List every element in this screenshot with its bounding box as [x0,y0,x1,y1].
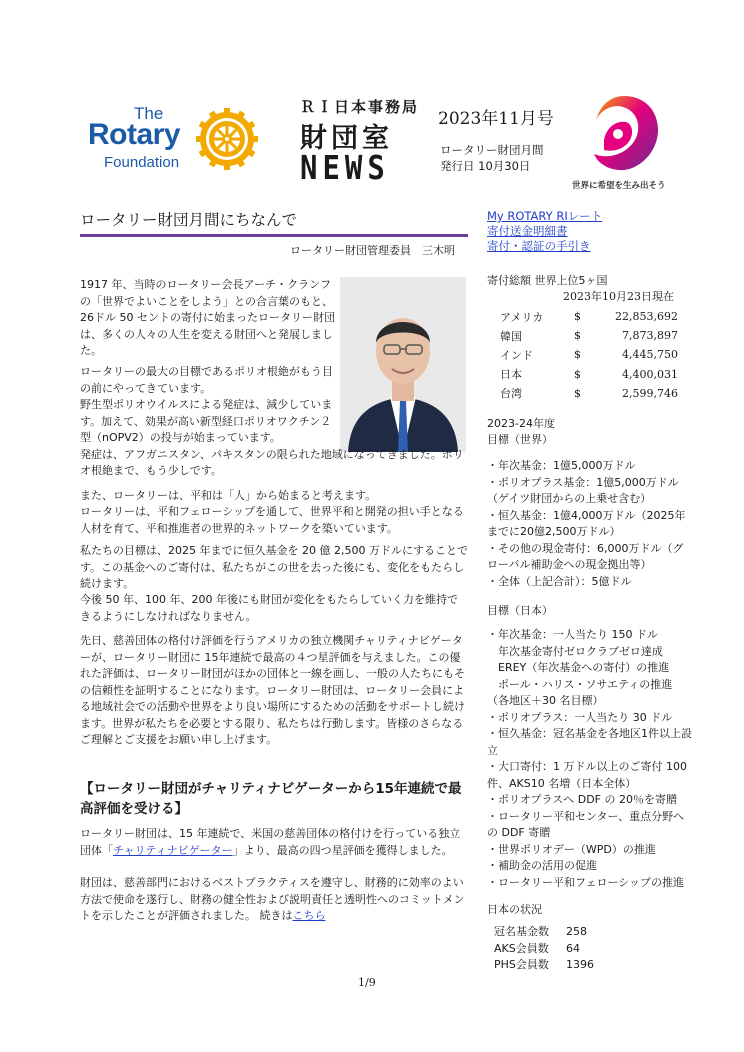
list-item: ・その他の現金寄付：6,000万ドル（グローバル補助金への現金拠出等） [487,541,684,571]
list-item: ・ポリオプラス基金：1億5,000万ドル（ゲイツ財団からの上乗せ含む） [487,475,679,505]
list-item: EREY（年次基金への寄付）の推進 [487,661,670,674]
article-paragraph-1: 1917 年、当時のロータリー会長アーチ・クランフの「世界でよいことをしよう」との合言葉のもと、26ドル 50 セントの寄付に始まったロータリー財団は、多くの人々の人生を変える財団へと発展しました。 [80,278,335,357]
table-row [500,307,678,326]
currency-cell: $ [574,310,581,324]
remittance-statement-link[interactable]: 寄付送金明細書 [487,224,568,238]
article-title: ロータリー財団月間にちなんで [80,208,468,237]
month-label: ロータリー財団月間 [440,143,544,157]
donations-title: 寄付総額 世界上位5ヶ国 [487,274,608,287]
japan-status-heading: 日本の状況 [487,903,542,916]
article-paragraph-5: ロータリーは、平和フェローシップを通して、世界平和と開発の担い手となる人材を育て、平和推進者の世界的ネットワークを築いています。 [80,505,464,535]
rotary-wheel-icon [196,108,258,170]
table-row [500,384,678,403]
article-paragraph-2: ロータリーの最大の目標であるポリオ根絶がもう目の前にやってきています。 [80,365,333,395]
news2-paragraph-2 [80,875,468,925]
status-label: PHS会員数 [494,958,549,971]
amount-cell: 7,873,897 [622,329,678,343]
amount-cell: 4,400,031 [622,367,678,381]
table-row [494,941,594,958]
article-paragraph-3-part-b: 発症は、アフガニスタン、パキスタンの限られた地域になってきました。ポリオ根絶まで、もう少しです。 [80,447,464,477]
country-cell: 韓国 [500,329,522,343]
news-title: NEWS [300,148,390,188]
goals-japan-heading: 目標（日本） [487,604,553,617]
table-row [500,345,678,364]
foundation-room-title: 財団室 [300,123,393,154]
article-paragraph-8: 先日、慈善団体の格付け評価を行うアメリカの独立機関チャリティナビゲーターが、ロータリー財団に 15年連続で最高の４つ星評価を与えました。この優れた評価は、ロータリー財団がほかの団体と一線を画し、一般の人たちにもその信頼性を証明することになります。ロータリー財団は、ロータリー会員による地域社会での活動や世界をより良い場所にするための活動をサポートし続けます。世界が私たちを必要とする限り、私たちは行動します。皆様のさらなるご理解とご支援をお願い申し上げます。 [80,634,465,746]
article-paragraph-6: 私たちの目標は、2025 年までに恒久基金を 20 億 2,500 万ドルにすることです。この基金へのご寄付は、私たちがこの世を去った後にも、変化をもたらし続けます。 [80,544,468,590]
list-item: ・恒久基金：1億4,000万ドル（2025年までに20億2,500万ドル） [487,508,686,538]
status-value: 64 [566,941,580,955]
currency-cell: $ [574,367,581,381]
logo-rotary-text: Rotary [88,118,181,151]
japan-status-table [494,924,594,974]
list-item: ・世界ポリオデー（WPD）の推進 [487,842,656,856]
list-item: ・大口寄付：1 万ドル以上のご寄付 100 件、AKS10 名増（日本全体） [487,760,687,790]
logo-foundation-text: Foundation [104,154,180,171]
goals-japan-list [487,627,692,891]
table-row [500,326,678,345]
donation-guide-link[interactable]: 寄付・認証の手引き [487,239,591,253]
hope-logo-icon [588,94,660,172]
country-cell: インド [500,348,533,362]
news2-p1-after: 」より、最高の四つ星評価を獲得しました。 [232,843,453,857]
status-label: AKS会員数 [494,941,549,955]
article-paragraph-3 [80,397,468,480]
list-item: ・全体（上記合計）：5億ドル [487,574,632,588]
list-item: ・年次基金：一人当たり 150 ドル [487,628,658,641]
article-paragraph-3-part-a: 野生型ポリオウイルスによる発症は、減少しています。加えて、効果が高い新型経口ポリオワクチン２型（nOPV2）の投与が始まっています。 [80,398,333,444]
country-cell: 日本 [500,368,522,382]
goals-world-list [487,458,692,590]
list-item: ・ポリオプラスへ DDF の 20％を寄贈 [487,793,677,806]
country-cell: 台湾 [500,387,522,401]
article-paragraph-7: 今後 50 年、100 年、200 年後にも財団が変化をもたらしていく力を維持できるようにしなければなりません。 [80,593,458,623]
news2-title: 【ロータリー財団がチャリティナビゲーターから15年連続で最高評価を受ける】 [80,781,462,817]
office-name: ＲＩ日本事務局 [300,98,420,116]
article-author: ロータリー財団管理委員 三木明 [290,244,455,257]
amount-cell: 2,599,746 [622,386,678,400]
amount-cell: 4,445,750 [622,348,678,362]
amount-cell: 22,853,692 [615,310,678,324]
list-item: ポール・ハリス・ソサエティの推進（各地区＋30 名目標） [487,677,673,707]
list-item: ・ロータリー平和センター、重点分野への DDF 寄贈 [487,809,685,839]
page-number: 1/9 [358,976,376,989]
list-item: ・ロータリー平和フェローシップの推進 [487,875,685,889]
news2-paragraph-1 [80,826,468,859]
article-paragraph-3-text [80,397,468,480]
issue-date: 2023年11月号 [438,109,554,129]
status-value: 1396 [566,958,594,971]
logo-the-text: The [134,104,164,123]
news2-p1-before: ロータリー財団は、15 年連続で、米国の慈善団体の格付けを行っている独立団体「 [80,827,461,857]
currency-cell: $ [574,348,581,362]
slogan-text: 世界に希望を生み出そう [572,181,666,191]
publish-date: 発行日 10月30日 [440,159,531,173]
news2-p2-text: 財団は、慈善部門におけるベストプラクティスを遵守し、財務的に効率のよい方法で使命を遂行し、財務の健全性および説明責任と透明性へのコミットメントを示したことが評価されました。 続きは [80,876,465,922]
ri-rate-link[interactable]: My ROTARY RIレート [487,209,603,223]
list-item: ・恒久基金：冠名基金を各地区1件以上設立 [487,727,692,757]
status-label: 冠名基金数 [494,925,549,938]
charity-navigator-link[interactable]: チャリティナビゲーター [113,843,233,857]
table-row [494,957,594,974]
status-value: 258 [566,925,587,938]
read-more-link[interactable]: こちら [292,909,326,922]
donations-as-of: 2023年10月23日現在 [563,290,674,303]
currency-cell: $ [574,329,581,343]
sidebar-links [487,209,602,254]
list-item: ・補助金の活用の促進 [487,859,597,872]
list-item: ・年次基金：1億5,000万ドル [487,459,636,472]
goals-world-heading: 目標（世界） [487,433,553,446]
donations-table [500,307,678,403]
fiscal-year: 2023-24年度 [487,417,555,430]
list-item: 年次基金寄付ゼロクラブゼロ達成 [487,644,663,658]
country-cell: アメリカ [500,310,544,324]
table-row [500,365,678,384]
list-item: ・ポリオプラス：一人当たり 30 ドル [487,710,673,724]
currency-cell: $ [574,386,581,400]
article-paragraph-4: また、ロータリーは、平和は「人」から始まると考えます。 [80,489,377,502]
table-row [494,924,594,941]
